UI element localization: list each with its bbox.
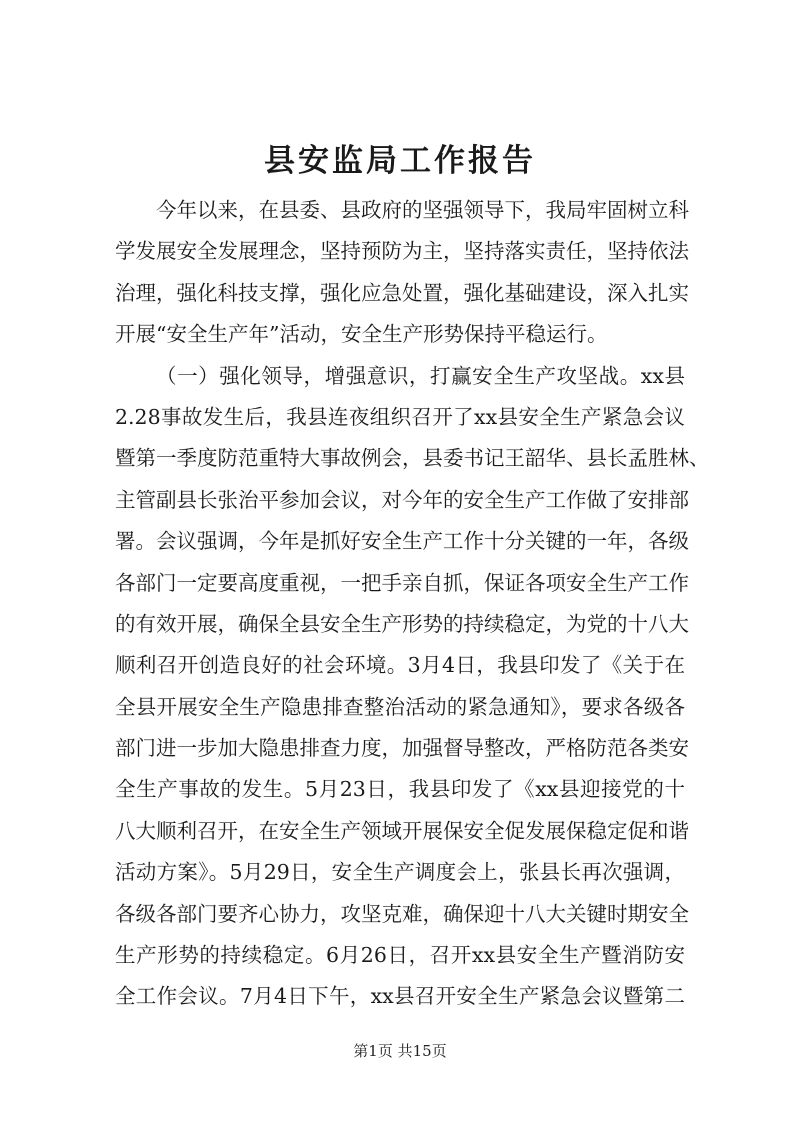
body-line: 全工作会议。7月4日下午，xx县召开安全生产紧急会议暨第二 — [115, 984, 685, 1009]
document-body — [115, 190, 710, 1018]
body-line: 主管副县长张治平参加会议，对今年的安全生产工作做了安排部 — [115, 487, 689, 512]
body-line: 生产形势的持续稳定。6月26日，召开xx县安全生产暨消防安 — [115, 943, 685, 968]
body-line: 学发展安全发展理念，坚持预防为主，坚持落实责任，坚持依法 — [115, 239, 689, 264]
body-line: 全生产事故的发生。5月23日，我县印发了《xx县迎接党的十 — [115, 777, 685, 802]
body-line: 今年以来，在县委、县政府的坚强领导下，我局牢固树立科 — [156, 198, 689, 222]
body-line: 各级各部门要齐心协力，攻坚克难，确保迎十八大关键时期安全 — [115, 901, 689, 926]
body-line: 治理，强化科技支撑，强化应急处置，强化基础建设，深入扎实 — [115, 280, 689, 305]
body-line: 各部门一定要高度重视，一把手亲自抓，保证各项安全生产工作 — [115, 570, 689, 595]
page-footer: 第1页 共15页 — [353, 1042, 447, 1060]
body-line: 开展“安全生产年”活动，安全生产形势保持平稳运行。 — [115, 322, 608, 347]
body-line: 八大顺利召开，在安全生产领域开展保安全促发展保稳定促和谐 — [115, 818, 689, 843]
body-line: 活动方案》。5月29日，安全生产调度会上，张县长再次强调， — [115, 860, 685, 885]
body-line: 2.28事故发生后，我县连夜组织召开了xx县安全生产紧急会议 — [115, 404, 685, 429]
body-line: 署。会议强调，今年是抓好安全生产工作十分关键的一年，各级 — [115, 529, 689, 554]
body-line: 全县开展安全生产隐患排查整治活动的紧急通知》，要求各级各 — [115, 694, 685, 719]
body-line: （一）强化领导，增强意识，打赢安全生产攻坚战。xx县 — [156, 363, 685, 388]
body-line: 部门进一步加大隐患排查力度，加强督导整改，严格防范各类安 — [115, 736, 689, 761]
body-line: 顺利召开创造良好的社会环境。3月4日，我县印发了《关于在 — [115, 653, 685, 678]
body-line: 暨第一季度防范重特大事故例会，县委书记王韶华、县长孟胜林、 — [115, 446, 710, 471]
body-line: 的有效开展，确保全县安全生产形势的持续稳定，为党的十八大 — [115, 611, 689, 636]
document-title: 县安监局工作报告 — [264, 143, 536, 179]
